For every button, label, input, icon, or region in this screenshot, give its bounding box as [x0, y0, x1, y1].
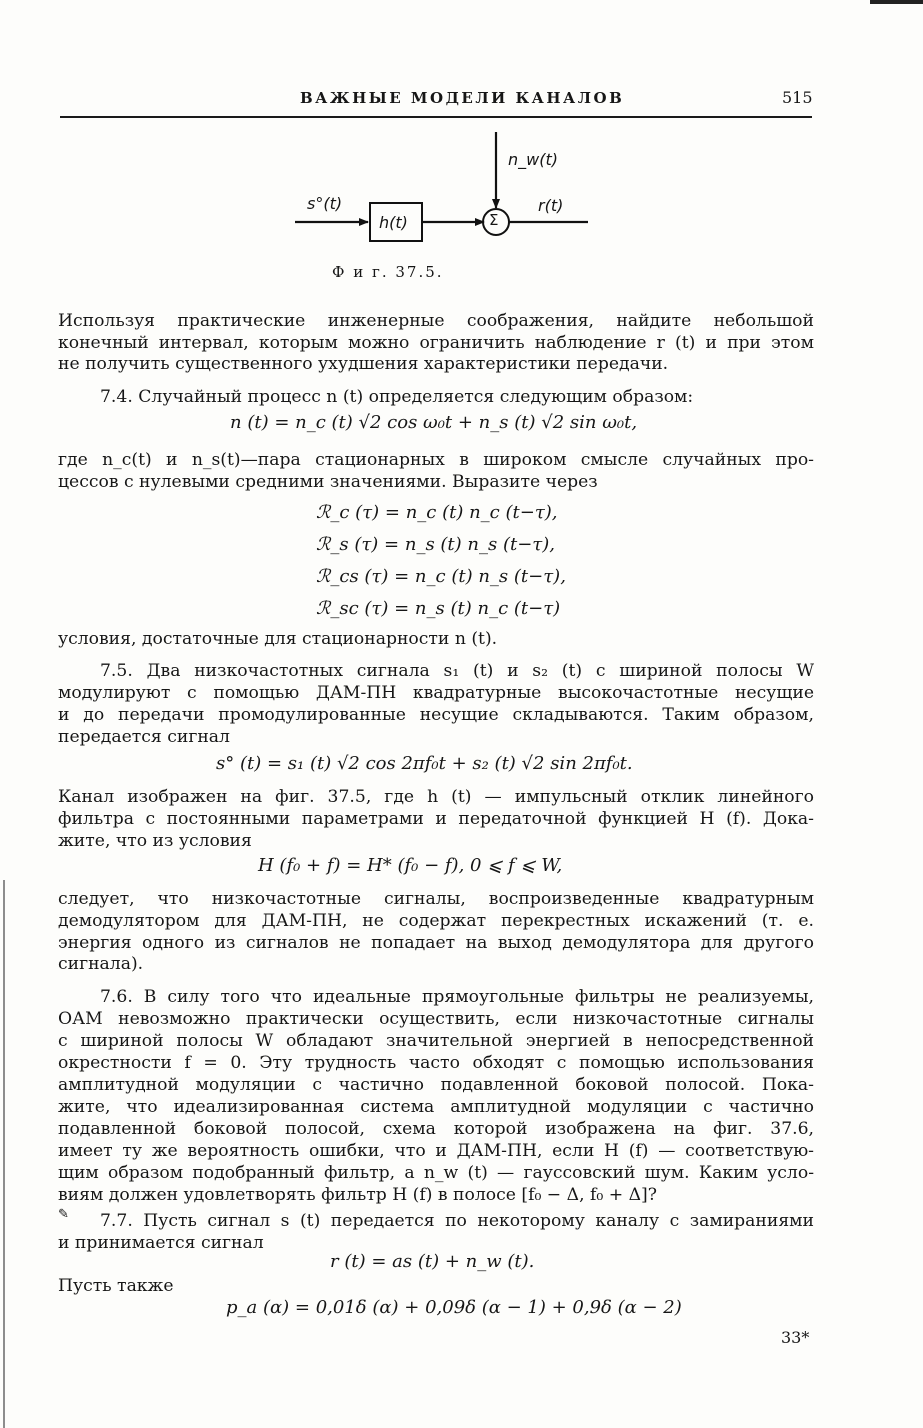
problem-7-5-line: энергия одного из сигналов не попадает на выход демодулятора для другого — [58, 933, 814, 953]
problem-7-5-line: жите, что из условия — [58, 831, 252, 851]
problem-7-7-heading: 7.7. Пусть сигнал s (t) передается по некоторому каналу с замираниями — [100, 1211, 814, 1231]
problem-7-4-conclusion: условия, достаточные для стационарности n (t). — [58, 629, 498, 649]
filter-label: h(t) — [379, 213, 408, 232]
correlation-rc: ℛ_c (τ) = n_c (t) n_c (t−τ), — [316, 502, 558, 523]
scan-left-edge — [3, 880, 5, 1428]
problem-7-4-line: цессов с нулевыми средними значениями. Выразите через — [58, 472, 598, 492]
problem-7-6-line: щим образом подобранный фильтр, а n_w (t) — гауссовский шум. Каким усло- — [58, 1163, 814, 1183]
sum-symbol: Σ — [489, 211, 499, 229]
problem-7-5-line: передается сигнал — [58, 727, 230, 747]
header-rule — [60, 116, 812, 118]
figure-37-5-diagram — [280, 128, 620, 253]
problem-7-5-line: Канал изображен на фиг. 37.5, где h (t) — импульсный отклик линейного — [58, 787, 814, 807]
input-label: s°(t) — [307, 194, 343, 213]
signature-mark: 33* — [781, 1328, 810, 1347]
scan-top-edge-line — [870, 0, 923, 4]
correlation-rsc: ℛ_sc (τ) = n_s (t) n_c (t−τ) — [316, 598, 561, 619]
problem-7-6-line: жите, что идеализированная система амплитудной модуляции с частично — [58, 1097, 814, 1117]
problem-7-6-line: имеет ту же вероятность ошибки, что и ДАМ-ПН, если H (f) — соответствую- — [58, 1141, 814, 1161]
intro-line: конечный интервал, которым можно ограничить наблюдение r (t) и при этом — [58, 333, 814, 353]
problem-7-5-line: демодулятором для ДАМ-ПН, не содержат перекрестных искажений (т. е. — [58, 911, 814, 931]
output-label: r(t) — [538, 196, 564, 215]
problem-7-5-line: модулируют с помощью ДАМ-ПН квадратурные высокочастотные несущие — [58, 683, 814, 703]
intro-line: не получить существенного ухудшения характеристики передачи. — [58, 354, 669, 374]
problem-7-4-line: где n_c(t) и n_s(t)—пара стационарных в широком смысле случайных про- — [58, 450, 814, 470]
margin-pencil-mark: ✎ — [58, 1207, 69, 1222]
running-header-title: ВАЖНЫЕ МОДЕЛИ КАНАЛОВ — [300, 89, 625, 107]
problem-7-6-heading: 7.6. В силу того что идеальные прямоугольные фильтры не реализуемы, — [100, 987, 814, 1007]
problem-7-5-heading: 7.5. Два низкочастотных сигнала s₁ (t) и s₂ (t) с шириной полосы W — [100, 661, 814, 681]
problem-7-6-line: подавленной боковой полосой, схема которой изображена на фиг. 37.6, — [58, 1119, 814, 1139]
intro-line: Используя практические инженерные соображения, найдите небольшой — [58, 311, 814, 331]
problem-7-5-line: фильтра с постоянными параметрами и передаточной функцией H (f). Дока- — [58, 809, 814, 829]
problem-7-5-line: и до передачи промодулированные несущие складываются. Таким образом, — [58, 705, 814, 725]
formula-n-t: n (t) = n_c (t) √2 cos ω₀t + n_s (t) √2 sin ω₀t, — [230, 412, 638, 433]
correlation-rs: ℛ_s (τ) = n_s (t) n_s (t−τ), — [316, 534, 555, 555]
formula-r-t: r (t) = as (t) + n_w (t). — [330, 1251, 535, 1272]
formula-h-condition: H (f₀ + f) = H* (f₀ − f), 0 ⩽ f ⩽ W, — [258, 855, 563, 876]
page-number: 515 — [782, 88, 813, 107]
problem-7-7-line: Пусть также — [58, 1276, 174, 1296]
problem-7-6-line: виям должен удовлетворять фильтр H (f) в полосе [f₀ − Δ, f₀ + Δ]? — [58, 1185, 657, 1205]
problem-7-6-line: с шириной полосы W обладают значительной энергией в непосредственной — [58, 1031, 814, 1051]
problem-7-5-line: сигнала). — [58, 954, 144, 974]
problem-7-7-line: и принимается сигнал — [58, 1233, 264, 1253]
problem-7-6-line: ОАМ невозможно практически осуществить, если низкочастотные сигналы — [58, 1009, 814, 1029]
correlation-rcs: ℛ_cs (τ) = n_c (t) n_s (t−τ), — [316, 566, 566, 587]
figure-caption: Ф и г. 37.5. — [332, 263, 444, 281]
formula-p-alpha: p_a (α) = 0,01δ (α) + 0,09δ (α − 1) + 0,9δ (α − 2) — [226, 1297, 682, 1318]
noise-label: n_w(t) — [508, 150, 558, 169]
problem-7-5-line: следует, что низкочастотные сигналы, воспроизведенные квадратурным — [58, 889, 814, 909]
problem-7-4-heading: 7.4. Случайный процесс n (t) определяется следующим образом: — [100, 387, 694, 407]
problem-7-6-line: амплитудной модуляции с частично подавленной боковой полосой. Пока- — [58, 1075, 814, 1095]
problem-7-6-line: окрестности f = 0. Эту трудность часто обходят с помощью использования — [58, 1053, 814, 1073]
formula-s-t: s° (t) = s₁ (t) √2 cos 2πf₀t + s₂ (t) √2 sin 2πf₀t. — [216, 753, 633, 774]
